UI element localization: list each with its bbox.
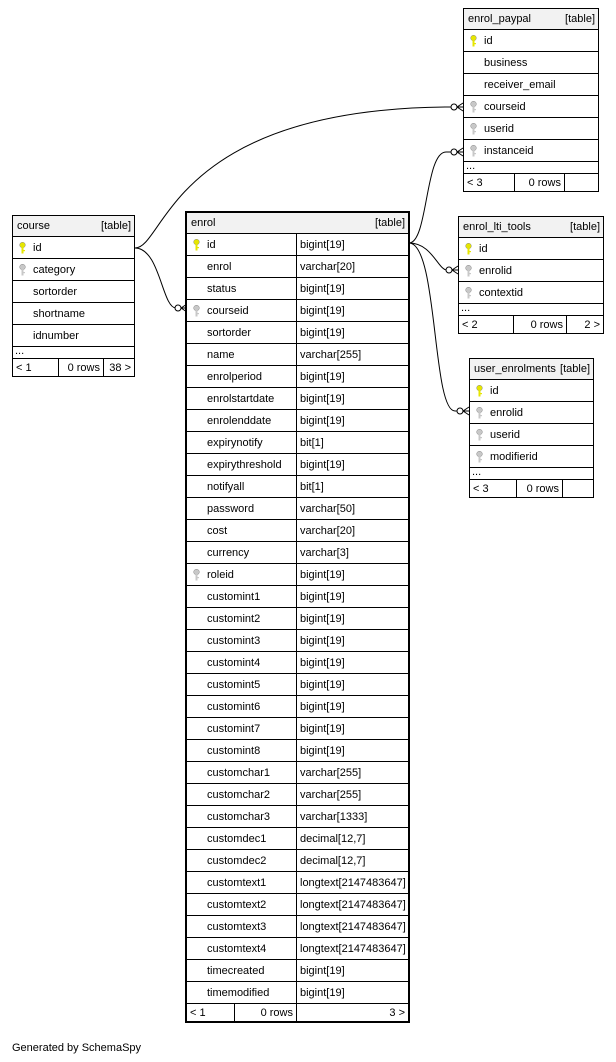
column-row[interactable] xyxy=(187,278,408,300)
column-row[interactable] xyxy=(187,564,408,586)
column-name: business xyxy=(484,56,528,69)
column-name: receiver_email xyxy=(484,78,556,91)
column-type: decimal[12,7] xyxy=(300,832,366,845)
more-columns-ellipsis: ... xyxy=(470,468,593,480)
column-row[interactable] xyxy=(470,380,593,402)
link-enrol-user-enrolments xyxy=(409,243,464,411)
column-name: customint1 xyxy=(187,586,297,607)
column-row[interactable] xyxy=(187,652,408,674)
column-row[interactable] xyxy=(187,674,408,696)
table-course[interactable] xyxy=(12,215,135,377)
column-type: bigint[19] xyxy=(300,568,345,581)
column-name: id xyxy=(484,34,493,47)
column-type: bigint[19] xyxy=(300,238,345,251)
more-columns-ellipsis: ... xyxy=(459,304,603,316)
column-row[interactable] xyxy=(459,238,603,260)
column-type: bigint[19] xyxy=(300,612,345,625)
column-row[interactable] xyxy=(187,608,408,630)
column-name: customchar2 xyxy=(187,784,297,805)
end-enrol-paypal-courseid-optional-circle xyxy=(451,104,457,110)
table-header[interactable] xyxy=(187,213,408,234)
column-row[interactable] xyxy=(187,388,408,410)
column-name: id xyxy=(187,234,297,255)
column-name: customtext2 xyxy=(187,894,297,915)
column-row[interactable] xyxy=(187,234,408,256)
children-count[interactable]: 2 > xyxy=(584,318,600,331)
table-enrol-paypal[interactable] xyxy=(463,8,599,192)
column-name: enrolstartdate xyxy=(187,388,297,409)
column-row[interactable] xyxy=(464,52,598,74)
column-type: bigint[19] xyxy=(300,392,345,405)
column-row[interactable] xyxy=(13,237,134,259)
table-footer xyxy=(459,316,603,333)
column-type: bigint[19] xyxy=(300,722,345,735)
column-row[interactable] xyxy=(187,740,408,762)
table-enrol[interactable] xyxy=(185,211,410,1023)
column-row[interactable] xyxy=(187,476,408,498)
table-header[interactable] xyxy=(464,9,598,30)
column-name: courseid xyxy=(187,300,297,321)
children-count[interactable] xyxy=(563,480,593,497)
column-name: enrol xyxy=(187,256,297,277)
table-type-tag: [table] xyxy=(560,363,590,375)
column-name: timecreated xyxy=(187,960,297,981)
table-footer xyxy=(470,480,593,497)
column-row[interactable] xyxy=(187,762,408,784)
children-count[interactable]: 3 > xyxy=(389,1006,405,1019)
column-type: bigint[19] xyxy=(300,414,345,427)
column-row[interactable] xyxy=(187,938,408,960)
end-enrol-courseid-optional-circle xyxy=(175,305,181,311)
column-row[interactable] xyxy=(464,140,598,162)
table-user-enrolments[interactable] xyxy=(469,358,594,498)
column-name: customchar3 xyxy=(187,806,297,827)
more-columns-ellipsis: ... xyxy=(13,347,134,359)
column-row[interactable] xyxy=(187,916,408,938)
column-row[interactable] xyxy=(187,432,408,454)
link-course-enrol xyxy=(135,248,182,308)
column-row[interactable] xyxy=(13,303,134,325)
column-row[interactable] xyxy=(187,454,408,476)
parents-count[interactable]: < 1 xyxy=(13,359,59,376)
column-name: expirynotify xyxy=(187,432,297,453)
column-row[interactable] xyxy=(464,74,598,96)
column-row[interactable] xyxy=(464,118,598,140)
column-type: varchar[255] xyxy=(300,788,362,801)
column-type: bigint[19] xyxy=(300,304,345,317)
column-row[interactable] xyxy=(187,784,408,806)
column-type: decimal[12,7] xyxy=(300,854,366,867)
row-count: 0 rows xyxy=(514,316,567,333)
column-row[interactable] xyxy=(13,325,134,347)
column-type: bit[1] xyxy=(300,480,324,493)
column-name: userid xyxy=(490,428,520,441)
column-name: instanceid xyxy=(484,144,534,157)
column-name: enrolperiod xyxy=(187,366,297,387)
column-name: customchar1 xyxy=(187,762,297,783)
column-type: bigint[19] xyxy=(300,370,345,383)
column-name: name xyxy=(187,344,297,365)
table-name: enrol_paypal xyxy=(468,13,531,25)
column-name: id xyxy=(479,242,488,255)
table-type-tag: [table] xyxy=(565,13,595,25)
column-type: bigint[19] xyxy=(300,326,345,339)
column-name: enrolenddate xyxy=(187,410,297,431)
table-type-tag: [table] xyxy=(570,221,600,233)
column-row[interactable] xyxy=(187,322,408,344)
column-type: bigint[19] xyxy=(300,700,345,713)
column-row[interactable] xyxy=(13,281,134,303)
column-row[interactable] xyxy=(187,630,408,652)
end-user-enrolments-enrolid-optional-circle xyxy=(457,408,463,414)
column-row[interactable] xyxy=(187,300,408,322)
column-name: sortorder xyxy=(187,322,297,343)
table-footer xyxy=(464,174,598,191)
column-row[interactable] xyxy=(13,259,134,281)
table-header[interactable] xyxy=(459,217,603,238)
column-type: varchar[255] xyxy=(300,348,362,361)
table-enrol-lti-tools[interactable] xyxy=(458,216,604,334)
column-name: sortorder xyxy=(33,285,78,298)
column-row[interactable] xyxy=(459,260,603,282)
column-type: bigint[19] xyxy=(300,458,345,471)
column-name: customint5 xyxy=(187,674,297,695)
column-name: userid xyxy=(484,122,514,135)
row-count: 0 rows xyxy=(59,359,104,376)
column-type: bigint[19] xyxy=(300,744,345,757)
children-count[interactable] xyxy=(565,174,598,191)
column-name: contextid xyxy=(479,286,524,299)
column-type: bit[1] xyxy=(300,436,324,449)
column-name: modifierid xyxy=(490,450,538,463)
column-name: enrolid xyxy=(490,406,524,419)
column-name: customint2 xyxy=(187,608,297,629)
column-name: notifyall xyxy=(187,476,297,497)
column-name: category xyxy=(33,263,76,276)
column-type: varchar[3] xyxy=(300,546,349,559)
column-name: courseid xyxy=(484,100,526,113)
table-header[interactable] xyxy=(13,216,134,237)
table-type-tag: [table] xyxy=(101,220,131,232)
column-row[interactable] xyxy=(187,850,408,872)
column-row[interactable] xyxy=(464,96,598,118)
column-name: customint3 xyxy=(187,630,297,651)
column-name: shortname xyxy=(33,307,85,320)
column-name: customdec2 xyxy=(187,850,297,871)
column-type: bigint[19] xyxy=(300,986,345,999)
row-count: 0 rows xyxy=(517,480,563,497)
table-header[interactable] xyxy=(470,359,593,380)
table-footer xyxy=(187,1004,408,1021)
column-row[interactable] xyxy=(464,30,598,52)
column-row[interactable] xyxy=(187,366,408,388)
column-row[interactable] xyxy=(187,806,408,828)
generated-by-label: Generated by SchemaSpy xyxy=(12,1042,142,1054)
table-name: user_enrolments xyxy=(474,363,556,375)
column-name: customint7 xyxy=(187,718,297,739)
column-name: currency xyxy=(187,542,297,563)
column-type: bigint[19] xyxy=(300,590,345,603)
column-row[interactable] xyxy=(187,586,408,608)
column-type: bigint[19] xyxy=(300,964,345,977)
column-name: customint6 xyxy=(187,696,297,717)
column-row[interactable] xyxy=(459,282,603,304)
parents-count[interactable]: < 1 xyxy=(187,1004,235,1021)
column-name: customint8 xyxy=(187,740,297,761)
column-type: bigint[19] xyxy=(300,282,345,295)
end-lti-enrolid-optional-circle xyxy=(446,267,452,273)
more-columns-ellipsis: ... xyxy=(464,162,598,174)
parents-count[interactable]: < 3 xyxy=(464,174,515,191)
column-type: varchar[255] xyxy=(300,766,362,779)
row-count: 0 rows xyxy=(235,1004,297,1021)
column-name: customdec1 xyxy=(187,828,297,849)
column-row[interactable] xyxy=(187,982,408,1004)
column-row[interactable] xyxy=(187,256,408,278)
column-row[interactable] xyxy=(187,718,408,740)
row-count: 0 rows xyxy=(515,174,565,191)
parents-count[interactable]: < 2 xyxy=(459,316,514,333)
column-type: bigint[19] xyxy=(300,656,345,669)
column-type: varchar[50] xyxy=(300,502,356,515)
column-name: enrolid xyxy=(479,264,513,277)
column-row[interactable] xyxy=(187,410,408,432)
column-type: longtext[2147483647] xyxy=(300,920,406,933)
column-name: expirythreshold xyxy=(187,454,297,475)
column-name: timemodified xyxy=(187,982,297,1003)
column-type: bigint[19] xyxy=(300,634,345,647)
column-row[interactable] xyxy=(187,828,408,850)
column-row[interactable] xyxy=(187,872,408,894)
children-count[interactable]: 38 > xyxy=(109,361,131,374)
column-type: varchar[1333] xyxy=(300,810,368,823)
column-row[interactable] xyxy=(187,894,408,916)
column-type: longtext[2147483647] xyxy=(300,876,406,889)
column-name: customint4 xyxy=(187,652,297,673)
column-type: bigint[19] xyxy=(300,678,345,691)
column-row[interactable] xyxy=(470,424,593,446)
column-row[interactable] xyxy=(187,520,408,542)
column-row[interactable] xyxy=(187,344,408,366)
column-row[interactable] xyxy=(187,960,408,982)
table-type-tag: [table] xyxy=(375,217,405,229)
column-name: id xyxy=(490,384,499,397)
column-name: password xyxy=(187,498,297,519)
column-name: idnumber xyxy=(33,329,79,342)
column-name: roleid xyxy=(187,564,297,585)
column-type: longtext[2147483647] xyxy=(300,898,406,911)
link-enrol-enrol-paypal xyxy=(409,152,458,243)
table-footer xyxy=(13,359,134,376)
column-name: status xyxy=(187,278,297,299)
column-name: customtext4 xyxy=(187,938,297,959)
column-type: varchar[20] xyxy=(300,260,356,273)
column-name: customtext1 xyxy=(187,872,297,893)
column-row[interactable] xyxy=(187,542,408,564)
column-type: longtext[2147483647] xyxy=(300,942,406,955)
column-name: customtext3 xyxy=(187,916,297,937)
column-name: id xyxy=(33,241,42,254)
column-row[interactable] xyxy=(470,446,593,468)
column-row[interactable] xyxy=(470,402,593,424)
column-name: cost xyxy=(187,520,297,541)
column-row[interactable] xyxy=(187,696,408,718)
column-type: varchar[20] xyxy=(300,524,356,537)
end-enrol-paypal-instanceid-optional-circle xyxy=(451,149,457,155)
table-name: enrol_lti_tools xyxy=(463,221,531,233)
table-name: enrol xyxy=(191,217,216,229)
parents-count[interactable]: < 3 xyxy=(470,480,517,497)
table-name: course xyxy=(17,220,51,232)
column-row[interactable] xyxy=(187,498,408,520)
